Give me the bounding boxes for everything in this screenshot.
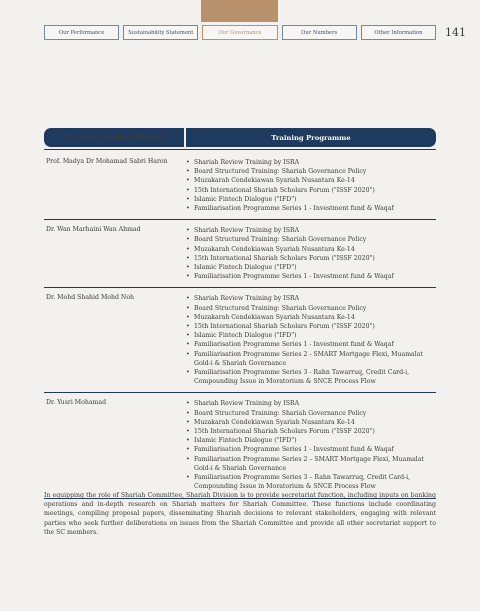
programme-item: • Board Structured Training: Shariah Governance Policy (186, 409, 436, 418)
programme-item: • Familiarisation Programme Series 1 - Investment fund & Waqaf (186, 445, 436, 454)
member-name: Dr. Yusri Mohamad (46, 399, 107, 407)
programme-list (186, 158, 436, 213)
programme-item: • Familiarisation Programme Series 2 - SMART Mortgage Flexi, Muamalat Gold-i & Shariah Governance (186, 350, 436, 368)
tab-our-numbers[interactable]: Our Numbers (282, 25, 357, 40)
programme-item: • Muzakarah Cendekiawan Syariah Nusantara Ke-14 (186, 176, 436, 185)
programme-item: • 15th International Shariah Scholars Forum ("ISSF 2020") (186, 254, 436, 263)
programme-list (186, 399, 436, 491)
programme-item: • Shariah Review Training by ISRA (186, 158, 436, 167)
header-member: Shariah Committee Member (44, 128, 184, 147)
programme-item: • 15th International Shariah Scholars Forum ("ISSF 2020") (186, 322, 436, 331)
programme-item: • Shariah Review Training by ISRA (186, 226, 436, 235)
table-row (44, 393, 436, 498)
table-row (44, 288, 436, 393)
programme-item: • Islamic Fintech Dialogue ("IFD") (186, 263, 436, 272)
table-header (44, 128, 436, 147)
header-accent-bar (201, 0, 278, 22)
member-name: Dr. Mohd Shahid Mohd Noh (46, 294, 135, 302)
table-row (44, 149, 436, 220)
table-row (44, 220, 436, 288)
programme-list (186, 294, 436, 386)
programme-item: • Muzakarah Cendekiawan Syariah Nusantara Ke-14 (186, 245, 436, 254)
programme-item: • Shariah Review Training by ISRA (186, 294, 436, 303)
member-name: Dr. Wan Marhaini Wan Ahmad (46, 226, 141, 234)
programme-item: • Familiarisation Programme Series 1 - Investment fund & Waqaf (186, 204, 436, 213)
footer-paragraph: In equipping the role of Shariah Committee, Shariah Division is to provide secretariat function, including inputs on banking operations and in-depth research on Shariah matters for Shariah Committee. These functions include coordinating meetings, compiling proposal papers, disseminating Shariah decisions to relevant stakeholders, engaging with relevant parties who seek further deliberations on issues from the Shariah Committee and provide all other secretariat support to the SC members. (44, 492, 436, 536)
programme-item: • Islamic Fintech Dialogue ("IFD") (186, 195, 436, 204)
programme-item: • Islamic Fintech Dialogue ("IFD") (186, 331, 436, 340)
programme-list (186, 226, 436, 281)
programme-item: • Familiarisation Programme Series 1 - Investment fund & Waqaf (186, 272, 436, 281)
page-number: 141 (445, 26, 466, 39)
member-name: Prof. Madya Dr Mohamad Sabri Haron (46, 158, 168, 165)
section-nav (44, 25, 436, 41)
programme-item: • Familiarisation Programme Series 1 - Investment fund & Waqaf (186, 340, 436, 349)
programme-item: • Board Structured Training: Shariah Governance Policy (186, 304, 436, 313)
programme-item: • Muzakarah Cendekiawan Syariah Nusantara Ke-14 (186, 418, 436, 427)
programme-item: • Islamic Fintech Dialogue ("IFD") (186, 436, 436, 445)
programme-item: • 15th International Shariah Scholars Forum ("ISSF 2020") (186, 427, 436, 436)
programme-item: • Familiarisation Programme Series 3 – Rahn Tawarruq, Credit Card-i, Compounding Issue in Moratorium & SNCE Process Flow (186, 473, 436, 491)
tab-our-governance[interactable]: Our Governance (202, 25, 277, 40)
training-table (44, 149, 436, 499)
programme-item: • 15th International Shariah Scholars Forum ("ISSF 2020") (186, 186, 436, 195)
programme-item: • Shariah Review Training by ISRA (186, 399, 436, 408)
header-programme: Training Programme (186, 128, 436, 147)
programme-item: • Board Structured Training: Shariah Governance Policy (186, 167, 436, 176)
programme-item: • Board Structured Training: Shariah Governance Policy (186, 235, 436, 244)
programme-item: • Muzakarah Cendekiawan Syariah Nusantara Ke-14 (186, 313, 436, 322)
tab-other-information[interactable]: Other Information (361, 25, 436, 40)
programme-item: • Familiarisation Programme Series 3 - Rahn Tawarruq, Credit Card-i, Compounding Issue in Moratorium & SNCE Process Flow (186, 368, 436, 386)
tab-sustainability-statement[interactable]: Sustainability Statement (123, 25, 198, 40)
tab-our-performance[interactable]: Our Performance (44, 25, 119, 40)
programme-item: • Familiarisation Programme Series 2 – SMART Mortgage Flexi, Muamalat Gold-i & Shariah Governance (186, 455, 436, 473)
